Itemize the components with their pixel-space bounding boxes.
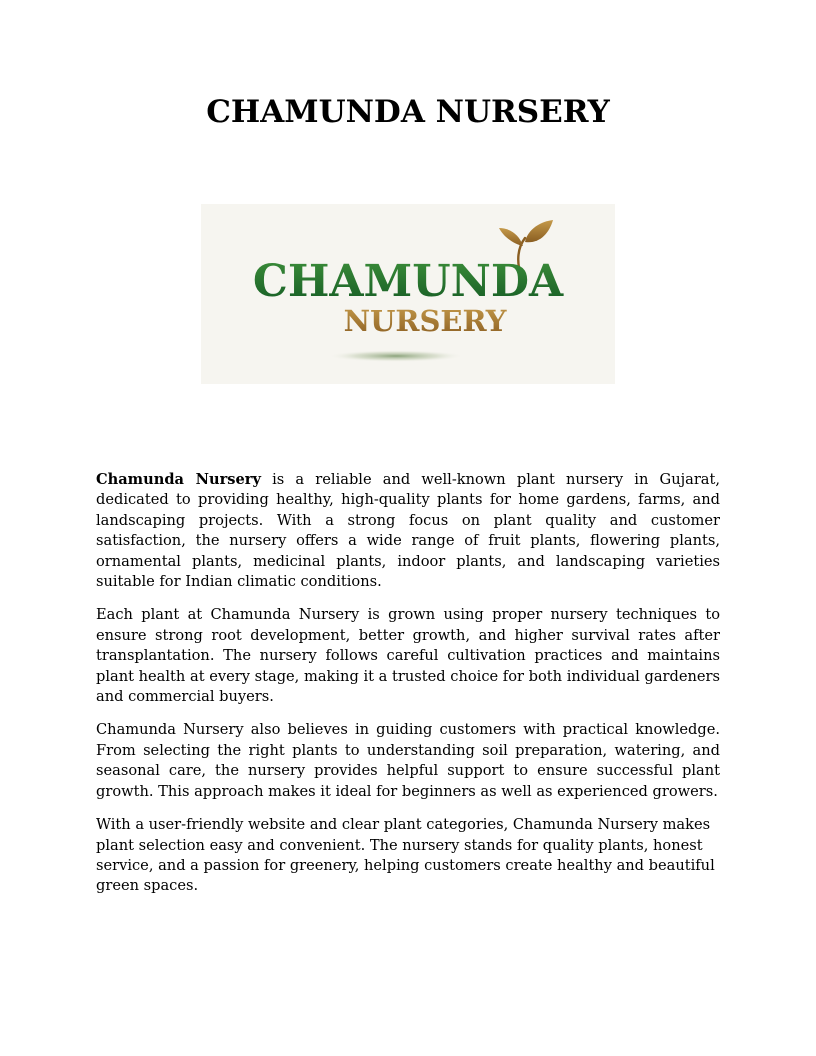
logo-ground-shadow (328, 350, 464, 362)
paragraph-1-lead: Chamunda Nursery (96, 471, 261, 488)
paragraph-1-text: is a reliable and well-known plant nursery in Gujarat, dedicated to providing healthy, high-quality plants for home gardens, farms, and landscaping projects. With a strong focus on plant quality and customer satisfaction, the nursery offers a wide range of fruit plants, flowering plants, ornamental plants, medicinal plants, indoor plants, and landscaping varieties suitable for Indian climatic conditions. (96, 471, 720, 591)
article-body (96, 470, 720, 910)
logo-name-text: CHAMUNDA (252, 256, 564, 307)
paragraph-1 (96, 470, 720, 592)
paragraph-4: With a user-friendly website and clear plant categories, Chamunda Nursery makes plant selection easy and convenient. The nursery stands for quality plants, honest service, and a passion for greenery, helping customers create healthy and beautiful green spaces. (96, 816, 715, 895)
nursery-logo (201, 204, 615, 384)
logo-subtitle-text: NURSERY (343, 304, 507, 338)
page-title: CHAMUNDA NURSERY (206, 94, 610, 130)
logo-graphic (201, 204, 615, 384)
paragraph-3: Chamunda Nursery also believes in guiding customers with practical knowledge. From selecting the right plants to understanding soil preparation, watering, and seasonal care, the nursery provides helpful support to ensure successful plant growth. This approach makes it ideal for beginners as well as experienced growers. (96, 721, 720, 800)
paragraph-2: Each plant at Chamunda Nursery is grown using proper nursery techniques to ensure strong root development, better growth, and higher survival rates after transplantation. The nursery follows careful cultivation practices and maintains plant health at every stage, making it a trusted choice for both individual gardeners and commercial buyers. (96, 606, 720, 706)
